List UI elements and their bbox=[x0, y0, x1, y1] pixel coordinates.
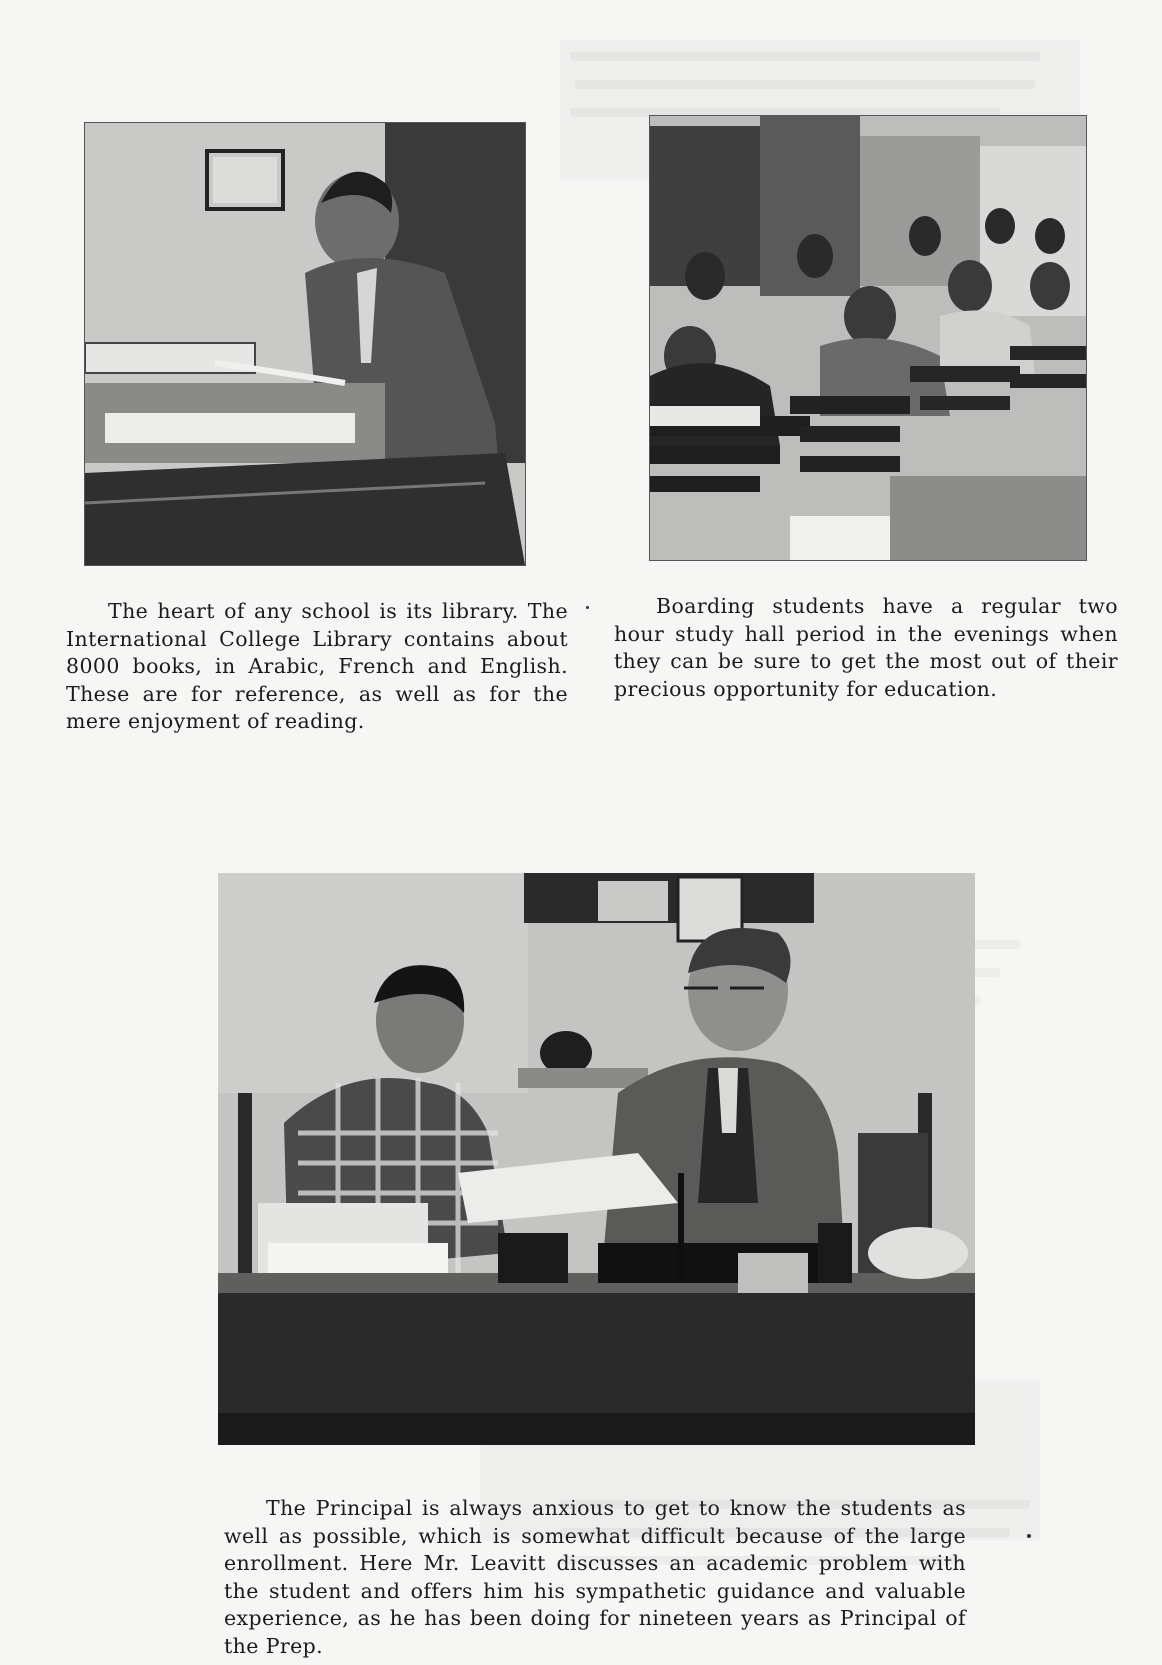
bleed-through-line bbox=[570, 52, 1040, 61]
study-hall-photo bbox=[649, 115, 1087, 561]
scan-speck bbox=[1027, 1534, 1031, 1538]
principal-photo bbox=[218, 873, 975, 1445]
scan-speck bbox=[586, 606, 589, 609]
principal-caption: The Principal is always anxious to get to know the students as well as possible, which is somewhat difficult because of the large enrollment. Here Mr. Leavitt discusses an academic problem with the student and offers him his sympathetic guidance and valuable experience, as he has been doing for nineteen years as Principal of the Prep. bbox=[224, 1496, 966, 1658]
bleed-through-line bbox=[575, 80, 1035, 89]
library-photo bbox=[84, 122, 526, 566]
library-caption: The heart of any school is its library. The International College Library contains about 8000 books, in Arabic, French and English. These are for reference, as well as for the mere enjoyment of reading. bbox=[66, 599, 568, 733]
study-hall-caption: Boarding students have a regular two hour study hall period in the evenings when they can be sure to get the most out of their precious opportunity for education. bbox=[614, 594, 1118, 701]
